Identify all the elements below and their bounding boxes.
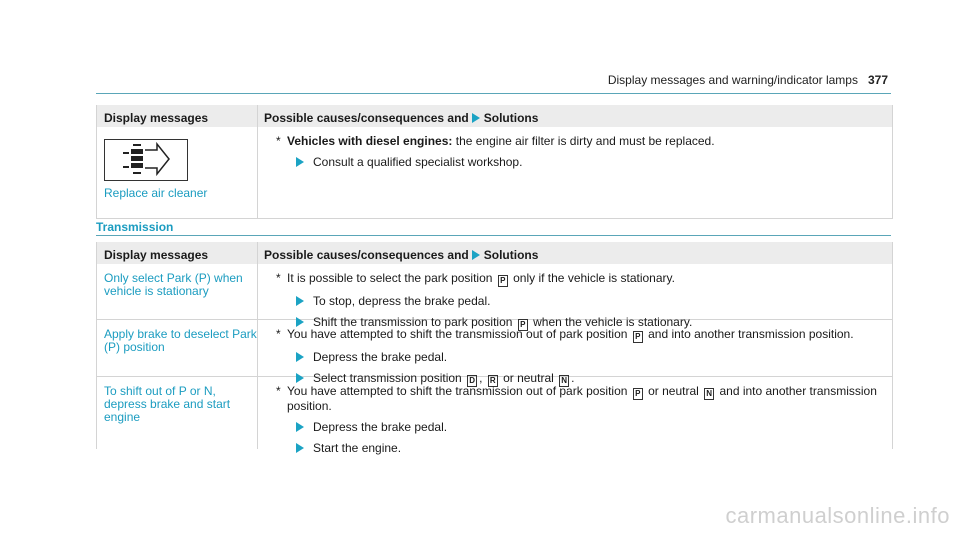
cause-text	[276, 385, 884, 413]
col-causes-solutions	[257, 242, 892, 264]
cause-cell	[257, 377, 892, 455]
solution-item	[276, 442, 884, 455]
message-text: Apply brake to deselect Park (P) position	[104, 327, 257, 354]
solution-item	[276, 351, 884, 364]
page-header	[608, 73, 888, 87]
table-row	[97, 264, 892, 329]
gear-p-icon: P	[498, 275, 508, 287]
cause-bold: Vehicles with diesel engines:	[287, 134, 453, 148]
watermark: carmanualsonline.info	[725, 503, 950, 528]
gear-p-icon: P	[633, 388, 643, 400]
cause-rest: the engine air filter is dirty and must be replaced.	[452, 134, 715, 148]
col-causes-solutions	[257, 105, 892, 127]
footnote-star: *	[276, 271, 281, 285]
solution-arrow-icon	[296, 157, 304, 167]
header-title: Display messages and warning/indicator lamps	[607, 73, 858, 87]
table-row	[97, 127, 892, 219]
table-row	[97, 320, 892, 385]
cause-text	[276, 135, 884, 148]
solution-item	[276, 156, 884, 169]
table-header	[97, 105, 892, 127]
message-text: Replace air cleaner	[104, 186, 208, 200]
transmission-table	[96, 242, 893, 455]
sol-part: when the vehicle is stationary.	[529, 315, 693, 329]
cause-text	[276, 328, 884, 343]
gear-n-icon: N	[559, 375, 569, 387]
gear-n-icon: N	[704, 388, 714, 400]
solution-arrow-icon	[296, 422, 304, 432]
header-rule	[96, 93, 891, 94]
gear-p-icon: P	[518, 319, 528, 331]
cause-text	[276, 272, 884, 287]
cause-cell	[257, 264, 892, 329]
gear-p-icon: P	[633, 331, 643, 343]
solution-arrow-icon	[296, 443, 304, 453]
air-cleaner-table	[96, 105, 893, 219]
section-rule	[96, 235, 891, 236]
col2-suffix: Solutions	[483, 111, 539, 125]
solution-item	[276, 295, 884, 308]
message-text: Only select Park (P) when vehicle is stationary	[104, 271, 243, 298]
solution-text: Depress the brake pedal.	[313, 420, 448, 434]
col-display-messages: Display messages	[104, 248, 209, 262]
cause-part: and into another transmission position.	[644, 327, 854, 341]
solution-text: Depress the brake pedal.	[313, 350, 448, 364]
footnote-star: *	[276, 327, 281, 341]
col-display-messages: Display messages	[104, 111, 209, 125]
solution-text: To stop, depress the brake pedal.	[313, 294, 491, 308]
gear-r-icon: R	[488, 375, 498, 387]
cause-cell	[257, 127, 892, 218]
cause-part: only if the vehicle is stationary.	[509, 271, 675, 285]
section-title: Transmission	[96, 220, 174, 234]
col2-suffix: Solutions	[483, 248, 539, 262]
solution-arrow-icon	[296, 352, 304, 362]
solution-text: Consult a qualified specialist workshop.	[313, 155, 523, 169]
air-filter-icon	[104, 139, 188, 181]
col2-prefix: Possible causes/consequences and	[264, 111, 469, 125]
sol-part: or neutral	[499, 371, 558, 385]
page-number: 377	[867, 73, 888, 87]
cause-part: or neutral	[644, 384, 703, 398]
footnote-star: *	[276, 384, 281, 398]
cause-part: and into another transmission position.	[287, 384, 877, 413]
col2-prefix: Possible causes/consequences and	[264, 248, 469, 262]
sol-part: ,	[479, 371, 486, 385]
sol-part: .	[571, 371, 575, 385]
solution-text: Start the engine.	[313, 441, 402, 455]
sol-part: Shift the transmission to park position	[313, 315, 516, 329]
sol-part: Select transmission position	[313, 371, 466, 385]
cause-part: You have attempted to shift the transmission out of park position	[287, 384, 631, 398]
gear-d-icon: D	[467, 375, 477, 387]
cause-cell	[257, 320, 892, 385]
solution-arrow-icon	[472, 113, 480, 123]
solution-item	[276, 421, 884, 434]
footnote-star: *	[276, 134, 281, 148]
message-text: To shift out of P or N, depress brake and start engine	[104, 384, 231, 424]
solution-arrow-icon	[472, 250, 480, 260]
solution-arrow-icon	[296, 296, 304, 306]
table-header	[97, 242, 892, 264]
cause-part: You have attempted to shift the transmission out of park position	[287, 327, 631, 341]
message-cell	[97, 127, 257, 218]
table-row	[97, 377, 892, 455]
cause-part: It is possible to select the park position	[287, 271, 496, 285]
